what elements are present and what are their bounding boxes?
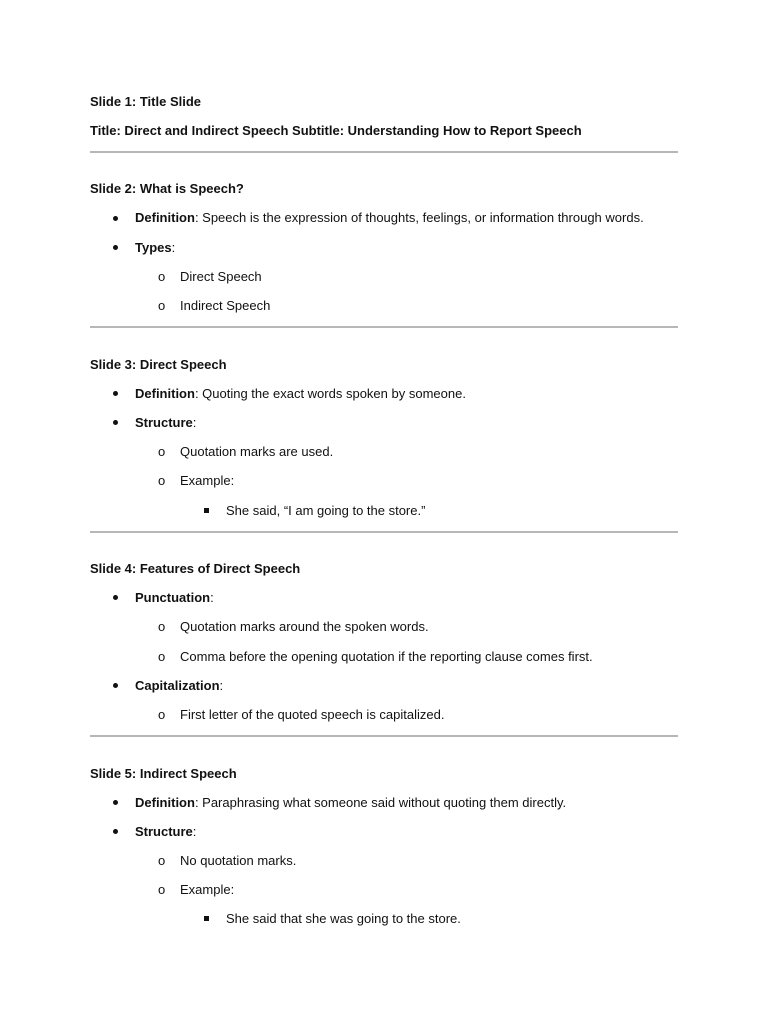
- capitalization-label: Capitalization: [135, 678, 220, 693]
- bullet-circle: o: [158, 619, 166, 634]
- list-item: Indirect Speech: [180, 298, 271, 313]
- slide3-definition: [135, 386, 466, 402]
- types-label: Types: [135, 240, 172, 255]
- slide1-heading: Slide 1: Title Slide: [90, 94, 202, 109]
- definition-text: : Paraphrasing what someone said without quoting them directly.: [194, 795, 567, 810]
- slide4-punctuation: [135, 590, 214, 606]
- bullet-circle: o: [158, 649, 166, 664]
- slide5-structure: [135, 824, 196, 840]
- section-divider: [90, 531, 678, 533]
- structure-colon: :: [192, 824, 197, 839]
- bullet-circle: o: [158, 853, 166, 868]
- list-item: Direct Speech: [180, 269, 262, 284]
- slide5-heading: Slide 5: Indirect Speech: [90, 766, 237, 781]
- list-item: Example:: [180, 473, 235, 488]
- slide4-capitalization: [135, 678, 223, 694]
- list-item: Quotation marks are used.: [180, 444, 334, 459]
- bullet-circle: o: [158, 473, 166, 488]
- bullet-circle: o: [158, 269, 166, 284]
- section-divider: [90, 735, 678, 737]
- section-divider: [90, 151, 678, 153]
- bullet-circle: o: [158, 298, 166, 313]
- bullet-circle: o: [158, 707, 166, 722]
- punctuation-label: Punctuation: [135, 590, 211, 605]
- bullet-disc: [113, 420, 118, 425]
- slide3-heading: Slide 3: Direct Speech: [90, 357, 227, 372]
- bullet-disc: [113, 391, 118, 396]
- example-text: She said that she was going to the store.: [226, 911, 461, 926]
- capitalization-colon: :: [219, 678, 224, 693]
- list-item: Quotation marks around the spoken words.: [180, 619, 429, 634]
- slide2-heading: Slide 2: What is Speech?: [90, 181, 244, 196]
- slide4-heading: Slide 4: Features of Direct Speech: [90, 561, 301, 576]
- bullet-circle: o: [158, 444, 166, 459]
- list-item: First letter of the quoted speech is capitalized.: [180, 707, 445, 722]
- bullet-disc: [113, 829, 118, 834]
- bullet-disc: [113, 800, 118, 805]
- structure-label: Structure: [135, 824, 193, 839]
- bullet-disc: [113, 683, 118, 688]
- definition-label: Definition: [135, 795, 195, 810]
- bullet-square: [204, 916, 209, 921]
- definition-label: Definition: [135, 210, 195, 225]
- bullet-disc: [113, 595, 118, 600]
- structure-colon: :: [192, 415, 197, 430]
- slide1-title-line: Title: Direct and Indirect Speech Subtitle: Understanding How to Report Speech: [90, 123, 582, 138]
- bullet-disc: [113, 216, 118, 221]
- section-divider: [90, 326, 678, 328]
- structure-label: Structure: [135, 415, 193, 430]
- bullet-disc: [113, 245, 118, 250]
- example-text: She said, “I am going to the store.”: [226, 503, 426, 518]
- list-item: Comma before the opening quotation if the reporting clause comes first.: [180, 649, 593, 664]
- slide5-definition: [135, 795, 566, 811]
- slide2-definition: [135, 210, 644, 226]
- slide2-types: [135, 240, 175, 256]
- definition-label: Definition: [135, 386, 195, 401]
- bullet-circle: o: [158, 882, 166, 897]
- bullet-square: [204, 508, 209, 513]
- list-item: Example:: [180, 882, 235, 897]
- slide3-structure: [135, 415, 196, 431]
- definition-text: : Speech is the expression of thoughts, feelings, or information through words.: [194, 210, 644, 225]
- definition-text: : Quoting the exact words spoken by someone.: [194, 386, 466, 401]
- types-colon: :: [171, 240, 176, 255]
- punctuation-colon: :: [210, 590, 214, 605]
- list-item: No quotation marks.: [180, 853, 297, 868]
